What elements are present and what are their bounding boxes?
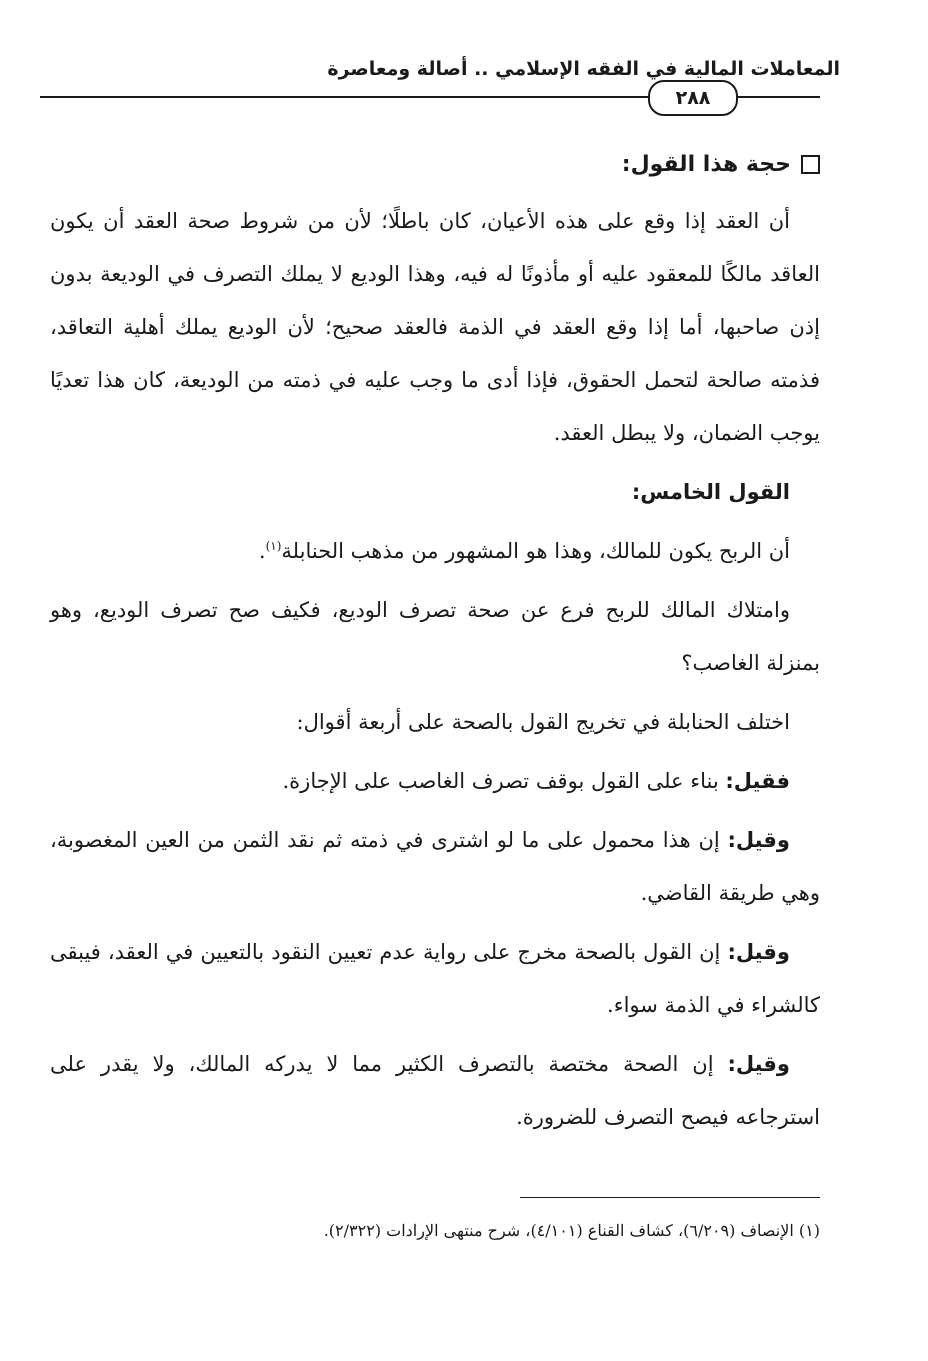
paragraph-fifth-opinion-end: .: [258, 539, 266, 563]
paragraph-argument: أن العقد إذا وقع على هذه الأعيان، كان باطلًا؛ لأن من شروط صحة العقد أن يكون العاقد مالكًا للمعقود عليه أو مأذونًا له فيه، وهذا الوديع لا يملك التصرف في الوديعة بدون إذن صاحبها، أما إذا وقع العقد في الذمة فالعقد صحيح؛ لأن الوديع يملك أهلية التعاقد، فذمته صالحة لتحمل الحقوق، فإذا أدى ما وجب عليه في ذمته من الوديعة، كان هذا تعديًا يوجب الضمان، ولا يبطل العقد.: [50, 209, 820, 445]
opinion-item-4-lead: وقيل:: [727, 1052, 790, 1076]
footnote-marker: (١): [265, 539, 282, 553]
opinion-item-1-lead: فقيل:: [725, 769, 790, 793]
opinion-item-2: [50, 814, 820, 920]
opinion-item-3-lead: وقيل:: [727, 940, 790, 964]
section-heading: [50, 138, 820, 191]
opinion-item-4-text: إن الصحة مختصة بالتصرف الكثير مما لا يدركه المالك، ولا يقدر على استرجاعه فيصح التصرف للضرورة.: [50, 1052, 820, 1129]
opinion-item-1: [50, 755, 820, 808]
opinion-item-1-text: بناء على القول بوقف تصرف الغاصب على الإجازة.: [282, 769, 726, 793]
subheading-fifth-opinion: القول الخامس:: [631, 480, 790, 504]
paragraph-fifth-opinion-text: أن الربح يكون للمالك، وهذا هو المشهور من مذهب الحنابلة: [281, 539, 790, 563]
opinion-item-3-text: إن القول بالصحة مخرج على رواية عدم تعيين النقود بالتعيين في العقد، فيبقى كالشراء في الذمة سواء.: [50, 940, 820, 1017]
opinion-item-3: [50, 926, 820, 1032]
paragraph-fifth-opinion: [50, 525, 820, 578]
opinion-item-2-lead: وقيل:: [727, 828, 790, 852]
section-heading-text: حجة هذا القول:: [621, 152, 791, 177]
paragraph-hanbali-split: اختلف الحنابلة في تخريج القول بالصحة على أربعة أقوال:: [296, 710, 790, 734]
opinion-item-4: [50, 1038, 820, 1144]
page-body: [50, 138, 820, 1150]
page-number: ٢٨٨: [648, 80, 738, 116]
paragraph-ownership: وامتلاك المالك للربح فرع عن صحة تصرف الوديع، فكيف صح تصرف الوديع، وهو بمنزلة الغاصب؟: [50, 598, 820, 675]
footnote: (١) الإنصاف (٦/٢٠٩)، كشاف القناع (٤/١٠١)، شرح منتهى الإرادات (٢/٣٢٢).: [323, 1221, 820, 1240]
running-title: المعاملات المالية في الفقه الإسلامي .. أصالة ومعاصرة: [327, 58, 840, 80]
checkbox-bullet-icon: [801, 155, 820, 174]
opinion-item-2-text: إن هذا محمول على ما لو اشترى في ذمته ثم نقد الثمن من العين المغصوبة، وهي طريقة القاضي.: [50, 828, 820, 905]
footnote-rule: [520, 1197, 820, 1198]
